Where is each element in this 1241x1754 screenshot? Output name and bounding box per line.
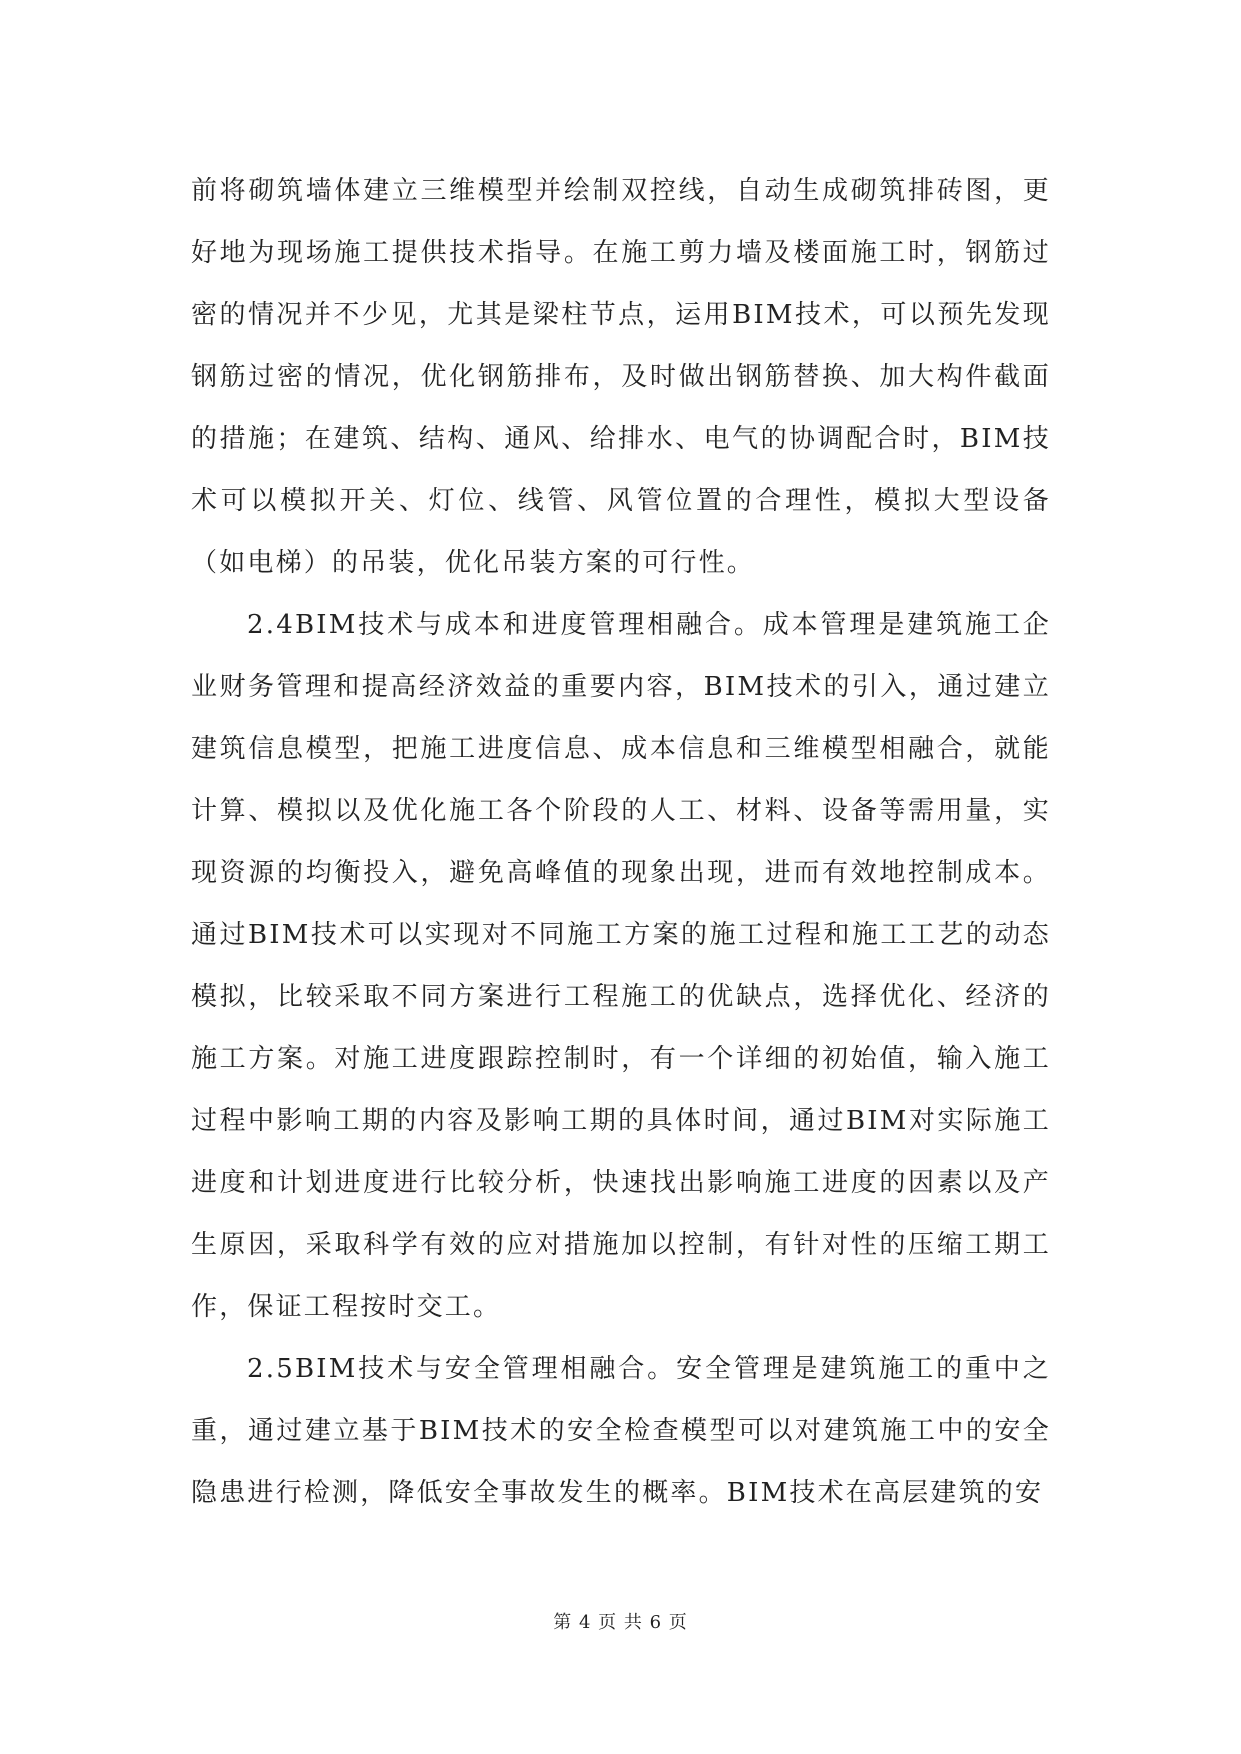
paragraph-cost-schedule-management: 2.4BIM技术与成本和进度管理相融合。成本管理是建筑施工企业财务管理和提高经济效益的重要内容，BIM技术的引入，通过建立建筑信息模型，把施工进度信息、成本信息和三维模型相融合，就能计算、模拟以及优化施工各个阶段的人工、材料、设备等需用量，实现资源的均衡投入，避免高峰值的现象出现，进而有效地控制成本。通过BIM技术可以实现对不同施工方案的施工过程和施工工艺的动态模拟，比较采取不同方案进行工程施工的优缺点，选择优化、经济的施工方案。对施工进度跟踪控制时，有一个详细的初始值，输入施工过程中影响工期的内容及影响工期的具体时间，通过BIM对实际施工进度和计划进度进行比较分析，快速找出影响施工进度的因素以及产生原因，采取科学有效的应对措施加以控制，有针对性的压缩工期工作，保证工程按时交工。 [191,610,1051,1322]
page-number-footer: 第 4 页 共 6 页 [553,1612,688,1633]
document-body [191,160,1051,1524]
paragraph-safety-management: 2.5BIM技术与安全管理相融合。安全管理是建筑施工的重中之重，通过建立基于BIM技术的安全检查模型可以对建筑施工中的安全隐患进行检测，降低安全事故发生的概率。BIM技术在高层建筑的安 [191,1354,1051,1508]
paragraph-construction-modeling: 前将砌筑墙体建立三维模型并绘制双控线，自动生成砌筑排砖图，更好地为现场施工提供技术指导。在施工剪力墙及楼面施工时，钢筋过密的情况并不少见，尤其是梁柱节点，运用BIM技术，可以预先发现钢筋过密的情况，优化钢筋排布，及时做出钢筋替换、加大构件截面的措施；在建筑、结构、通风、给排水、电气的协调配合时，BIM技术可以模拟开关、灯位、线管、风管位置的合理性，模拟大型设备（如电梯）的吊装，优化吊装方案的可行性。 [191,176,1051,578]
